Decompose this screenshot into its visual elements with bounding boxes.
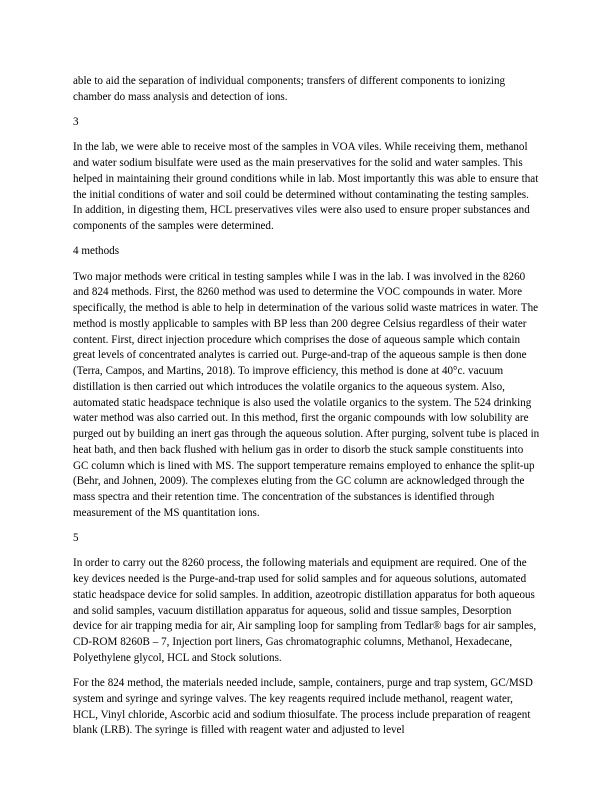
section-number-5: 5 xyxy=(73,532,79,544)
paragraph-methods: Two major methods were critical in testing samples while I was in the lab. I was involved in the 8260 and 824 methods. First, the 8260 method was used to determine the VOC compounds in water. More specifically, the method is able to help in determination of the various solid waste matrices in water. The method is mostly applicable to samples with BP less than 200 degree Celsius regardless of their water content. First, direct injection procedure which comprises the dose of aqueous sample which contain great levels of concentrated analytes is carried out. Purge-and-trap of the aqueous sample is then done (Terra, Campos, and Martins, 2018). To improve efficiency, this method is done at 40°c. vacuum distillation is then carried out which introduces the volatile organics to the aqueous system. Also, automated static headspace technique is also used the volatile organics to the system. The 524 drinking water method was also carried out. In this method, first the organic compounds with low solubility are purged out by building an inert gas through the aqueous solution. After purging, solvent tube is placed in heat bath, and then back flushed with helium gas in order to disorb the stuck sample constituents into GC column which is lined with MS. The support temperature remains employed to enhance the split-up (Behr, and Johnen, 2009). The complexes eluting from the GC column are acknowledged through the mass spectra and their retention time. The concentration of the substances is identified through measurement of the MS quantitation ions. xyxy=(73,270,540,519)
paragraph-continuation: able to aid the separation of individual components; transfers of different components to ionizing chamber do mass analysis and detection of ions. xyxy=(73,75,506,103)
document-body xyxy=(73,74,540,749)
paragraph-sample-receiving: In the lab, we were able to receive most of the samples in VOA viles. While receiving them, methanol and water sodium bisulfate were used as the main preservatives for the solid and water samples. This helped in maintaining their ground conditions while in lab. Most importantly this was able to ensure that the initial conditions of water and soil could be determined without contaminating the testing samples. In addition, in digesting them, HCL preservatives viles were also used to ensure proper substances and components of the samples were determined. xyxy=(73,141,539,232)
paragraph-8260-materials: In order to carry out the 8260 process, the following materials and equipment are required. One of the key devices needed is the Purge-and-trap used for solid samples and for aqueous solutions, automated static headspace device for solid samples. In addition, azeotropic distillation apparatus for both aqueous and solid samples, vacuum distillation apparatus for aqueous, solid and tissue samples, Desorption device for air trapping media for air, Air sampling loop for sampling from Tedlar® bags for air samples, CD-ROM 8260B – 7, Injection port liners, Gas chromatographic columns, Methanol, Hexadecane, Polyethylene glycol, HCL and Stock solutions. xyxy=(73,557,537,664)
section-number-3: 3 xyxy=(73,116,79,128)
section-heading-methods: 4 methods xyxy=(73,245,120,258)
paragraph-824-materials: For the 824 method, the materials needed include, sample, containers, purge and trap system, GC/MSD system and syringe and syringe valves. The key reagents required include methanol, reagent water, HCL, Vinyl chloride, Ascorbic acid and sodium thiosulfate. The process include preparation of reagent blank (LRB). The syringe is filled with reagent water and adjusted to level xyxy=(73,677,533,737)
